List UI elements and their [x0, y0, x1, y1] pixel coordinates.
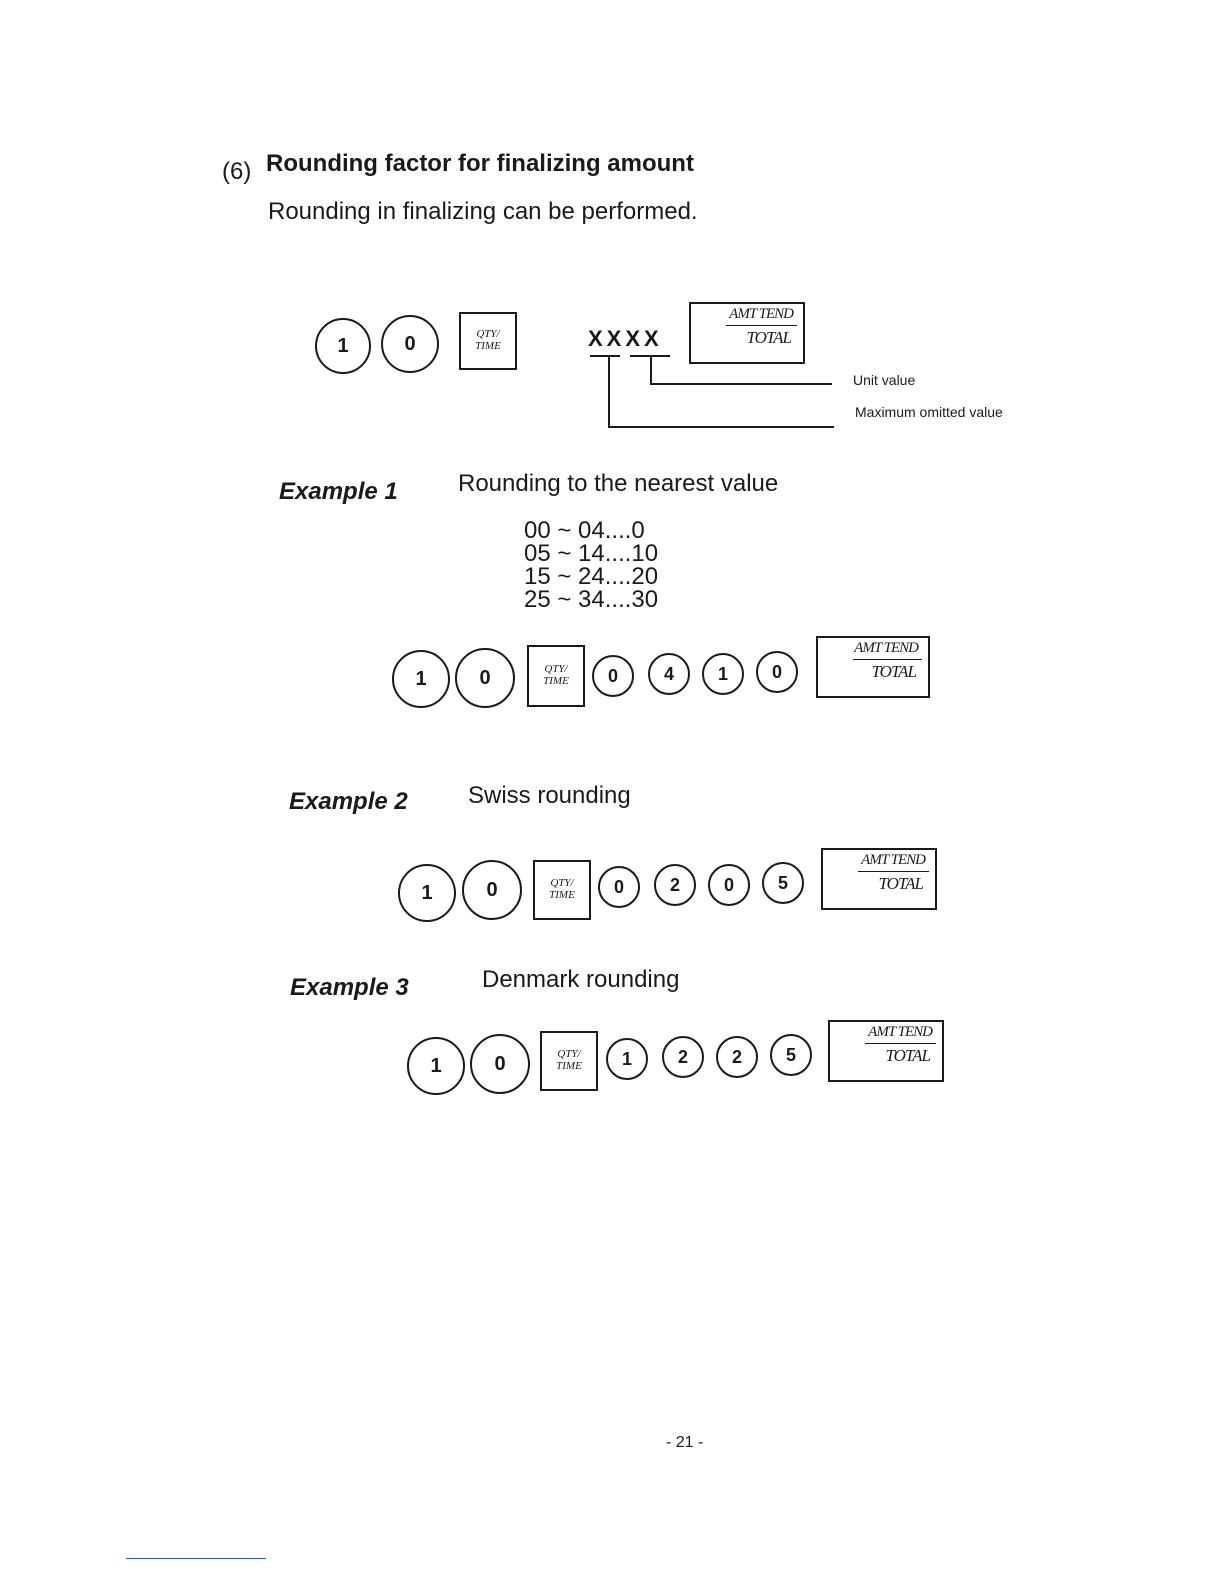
time-label: TIME	[549, 889, 575, 901]
amt-tend-total-key	[828, 1020, 944, 1082]
example-2-label: Example 2	[289, 788, 408, 815]
qty-time-key	[540, 1031, 598, 1091]
rounding-table-row: 15 ~ 24....20	[524, 563, 659, 590]
key-0: 0	[381, 315, 439, 373]
max-omitted-leader-v	[608, 355, 610, 428]
unit-value-leader-v	[650, 355, 652, 385]
key-0: 0	[598, 866, 640, 908]
amt-tend-label: AMT TEND	[729, 306, 793, 322]
key-1: 1	[606, 1038, 648, 1080]
example-1-label: Example 1	[279, 478, 398, 505]
footer-rule	[126, 1558, 266, 1559]
total-label: TOTAL	[871, 662, 916, 681]
total-label: TOTAL	[885, 1046, 930, 1065]
key-0: 0	[455, 648, 515, 708]
key-0: 0	[756, 651, 798, 693]
amt-tend-label: AMT TEND	[854, 640, 918, 656]
rounding-table-row: 05 ~ 14....10	[524, 540, 659, 567]
key-1: 1	[702, 653, 744, 695]
time-label: TIME	[556, 1060, 582, 1072]
amt-tend-total-key	[821, 848, 937, 910]
key-0: 0	[470, 1034, 530, 1094]
key-0: 0	[592, 655, 634, 697]
format-xxxx: XXXX	[588, 326, 663, 351]
key-5: 5	[762, 862, 804, 904]
total-label: TOTAL	[746, 328, 791, 347]
qty-label: QTY/	[557, 1048, 581, 1061]
key-divider	[865, 1043, 936, 1044]
total-label: TOTAL	[878, 874, 923, 893]
key-1: 1	[398, 864, 456, 922]
time-label: TIME	[475, 340, 501, 352]
max-omitted-leader-h-top	[590, 355, 620, 357]
maximum-omitted-value-annotation: Maximum omitted value	[855, 404, 1003, 420]
key-2: 2	[654, 864, 696, 906]
section-intro: Rounding in finalizing can be performed.	[268, 198, 698, 225]
key-divider	[726, 325, 797, 326]
amt-tend-label: AMT TEND	[861, 852, 925, 868]
qty-label: QTY/	[544, 663, 568, 676]
key-divider	[858, 871, 929, 872]
amt-tend-label: AMT TEND	[868, 1024, 932, 1040]
key-2: 2	[662, 1036, 704, 1078]
key-5: 5	[770, 1034, 812, 1076]
key-1: 1	[315, 318, 371, 374]
example-3-label: Example 3	[290, 974, 409, 1001]
example-3-description: Denmark rounding	[482, 966, 680, 993]
section-title: Rounding factor for finalizing amount	[266, 150, 694, 177]
unit-value-leader-h	[650, 383, 832, 385]
key-2: 2	[716, 1036, 758, 1078]
rounding-table-row: 00 ~ 04....0	[524, 517, 645, 544]
example-2-description: Swiss rounding	[468, 782, 631, 809]
key-divider	[853, 659, 922, 660]
amt-tend-total-key	[689, 302, 805, 364]
qty-time-key	[527, 645, 585, 707]
max-omitted-leader-h	[608, 426, 834, 428]
section-number: (6)	[222, 158, 252, 185]
qty-time-key	[533, 860, 591, 920]
key-1: 1	[407, 1037, 465, 1095]
rounding-table-row: 25 ~ 34....30	[524, 586, 659, 613]
key-0: 0	[462, 860, 522, 920]
amt-tend-total-key	[816, 636, 930, 698]
qty-time-key	[459, 312, 517, 370]
example-1-description: Rounding to the nearest value	[458, 470, 779, 497]
time-label: TIME	[543, 675, 569, 687]
key-0: 0	[708, 864, 750, 906]
unit-value-annotation: Unit value	[853, 372, 916, 388]
key-1: 1	[392, 650, 450, 708]
qty-label: QTY/	[476, 328, 500, 341]
key-4: 4	[648, 653, 690, 695]
page-number: - 21 -	[666, 1434, 704, 1451]
qty-label: QTY/	[550, 877, 574, 890]
